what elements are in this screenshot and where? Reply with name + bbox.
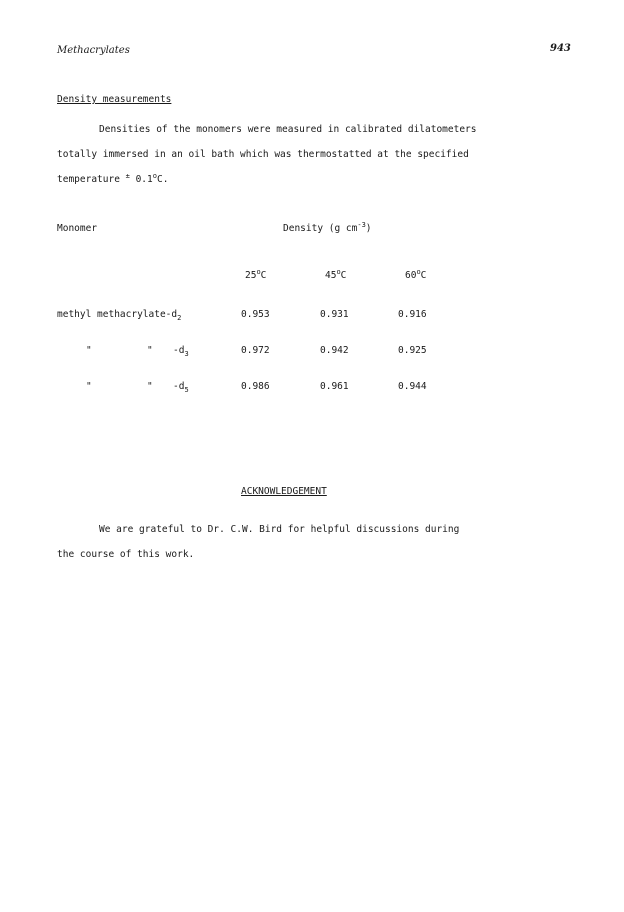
deuterium-subscript: 5: [184, 386, 189, 394]
density-cell: 0.961: [320, 381, 349, 392]
table-header-monomer: Monomer: [57, 223, 98, 234]
ditto-mark: ": [147, 345, 153, 356]
density-cell: 0.942: [320, 345, 349, 356]
density-cell: 0.931: [320, 309, 349, 320]
paragraph-line-3-suffix: C.: [156, 174, 169, 185]
paragraph-line-2: totally immersed in an oil bath which was thermostatted at the specified: [57, 149, 469, 160]
density-cell: 0.916: [398, 309, 427, 320]
density-cell: 0.972: [241, 345, 270, 356]
monomer-suffix: -d: [173, 381, 185, 392]
deuterium-subscript: 2: [177, 314, 182, 322]
ditto-mark: ": [147, 381, 153, 392]
density-cell: 0.986: [241, 381, 270, 392]
table-header-density-suffix: ): [365, 223, 372, 234]
monomer-name: methyl methacrylate-d: [57, 309, 178, 320]
plus-minus-sign: ±: [125, 172, 130, 180]
table-row-label: [57, 309, 181, 320]
density-cell: 0.953: [241, 309, 270, 320]
table-header-density: [283, 223, 372, 234]
acknowledgement-line-1: We are grateful to Dr. C.W. Bird for helpful discussions during: [99, 524, 460, 535]
page-number: 943: [550, 43, 571, 54]
ditto-mark: ": [86, 345, 92, 356]
temperature-value: 25: [245, 270, 257, 281]
temperature-header-3: [405, 270, 426, 281]
table-header-density-prefix: Density (g cm: [283, 223, 358, 234]
temperature-value: 60: [405, 270, 417, 281]
temperature-value: 45: [325, 270, 337, 281]
section-heading-density: Density measurements: [57, 94, 172, 105]
density-cell: 0.944: [398, 381, 427, 392]
ditto-mark: ": [86, 381, 92, 392]
acknowledgement-line-2: the course of this work.: [57, 549, 195, 560]
paragraph-line-3: [57, 174, 168, 185]
monomer-suffix: -d: [173, 345, 185, 356]
deuterium-subscript: 3: [184, 350, 189, 358]
table-row-label: [173, 345, 189, 356]
table-row-label: [173, 381, 189, 392]
paragraph-line-3-prefix: temperature: [57, 174, 126, 185]
section-heading-acknowledgement: ACKNOWLEDGEMENT: [241, 486, 327, 497]
paragraph-line-3-value: 0.1: [129, 174, 153, 185]
temperature-unit: C: [260, 270, 267, 281]
density-cell: 0.925: [398, 345, 427, 356]
running-title: Methacrylates: [57, 45, 130, 56]
degree-sign: o: [336, 268, 341, 276]
temperature-header-1: [245, 270, 266, 281]
degree-sign: o: [416, 268, 421, 276]
temperature-unit: C: [420, 270, 427, 281]
temperature-unit: C: [340, 270, 347, 281]
temperature-header-2: [325, 270, 346, 281]
table-header-density-exponent: -3: [357, 221, 366, 229]
degree-sign: o: [152, 172, 157, 180]
paragraph-line-1: Densities of the monomers were measured in calibrated dilatometers: [99, 124, 477, 135]
degree-sign: o: [256, 268, 261, 276]
